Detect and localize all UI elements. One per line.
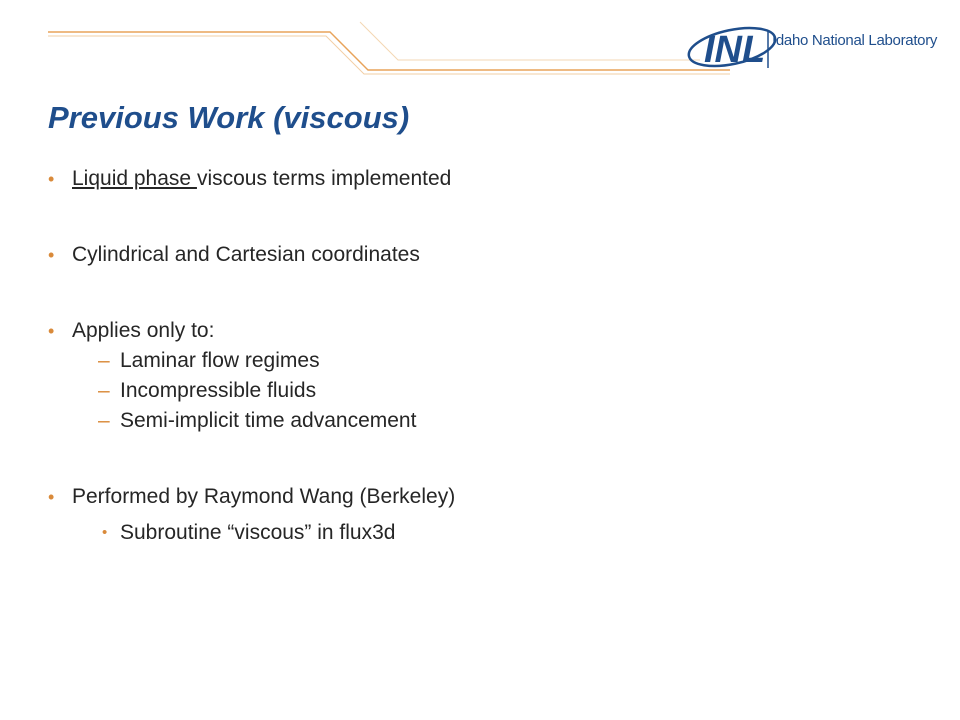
slide-title: Previous Work (viscous) <box>48 100 410 135</box>
bullet-item <box>48 316 908 346</box>
bullet-dot-icon: • <box>48 245 55 265</box>
bullet-underlined-text: Liquid phase <box>72 167 197 190</box>
bullet-dot-icon: • <box>48 487 55 507</box>
bullet-item <box>48 164 908 194</box>
bullet-item <box>48 240 908 270</box>
bullet-dot-icon: • <box>102 524 108 541</box>
bullet-text: viscous terms implemented <box>196 167 452 190</box>
bullet-text: Performed by Raymond Wang (Berkeley) <box>72 485 456 508</box>
bullet-dot-icon: • <box>48 321 55 341</box>
sub-bullet-text: Incompressible fluids <box>120 379 317 402</box>
sub-bullet-text: Laminar flow regimes <box>120 349 320 372</box>
sub-bullet-item <box>48 376 908 406</box>
bullet-item <box>48 482 908 512</box>
dash-icon: – <box>98 349 110 372</box>
sub-bullet-text: Subroutine “viscous” in flux3d <box>120 521 396 544</box>
bullet-list <box>48 164 908 548</box>
sub-bullet-item <box>48 518 908 548</box>
logo-wordmark: Idaho National Laboratory <box>772 32 938 49</box>
dash-icon: – <box>98 379 110 402</box>
bullet-text: Cylindrical and Cartesian coordinates <box>72 243 420 266</box>
bullet-dot-icon: • <box>48 169 55 189</box>
bullet-text: Applies only to: <box>72 319 215 342</box>
sub-bullet-item <box>48 346 908 376</box>
dash-icon: – <box>98 409 110 432</box>
svg-text:INL: INL <box>704 29 766 71</box>
sub-bullet-text: Semi-implicit time advancement <box>120 409 417 432</box>
sub-bullet-item <box>48 406 908 436</box>
